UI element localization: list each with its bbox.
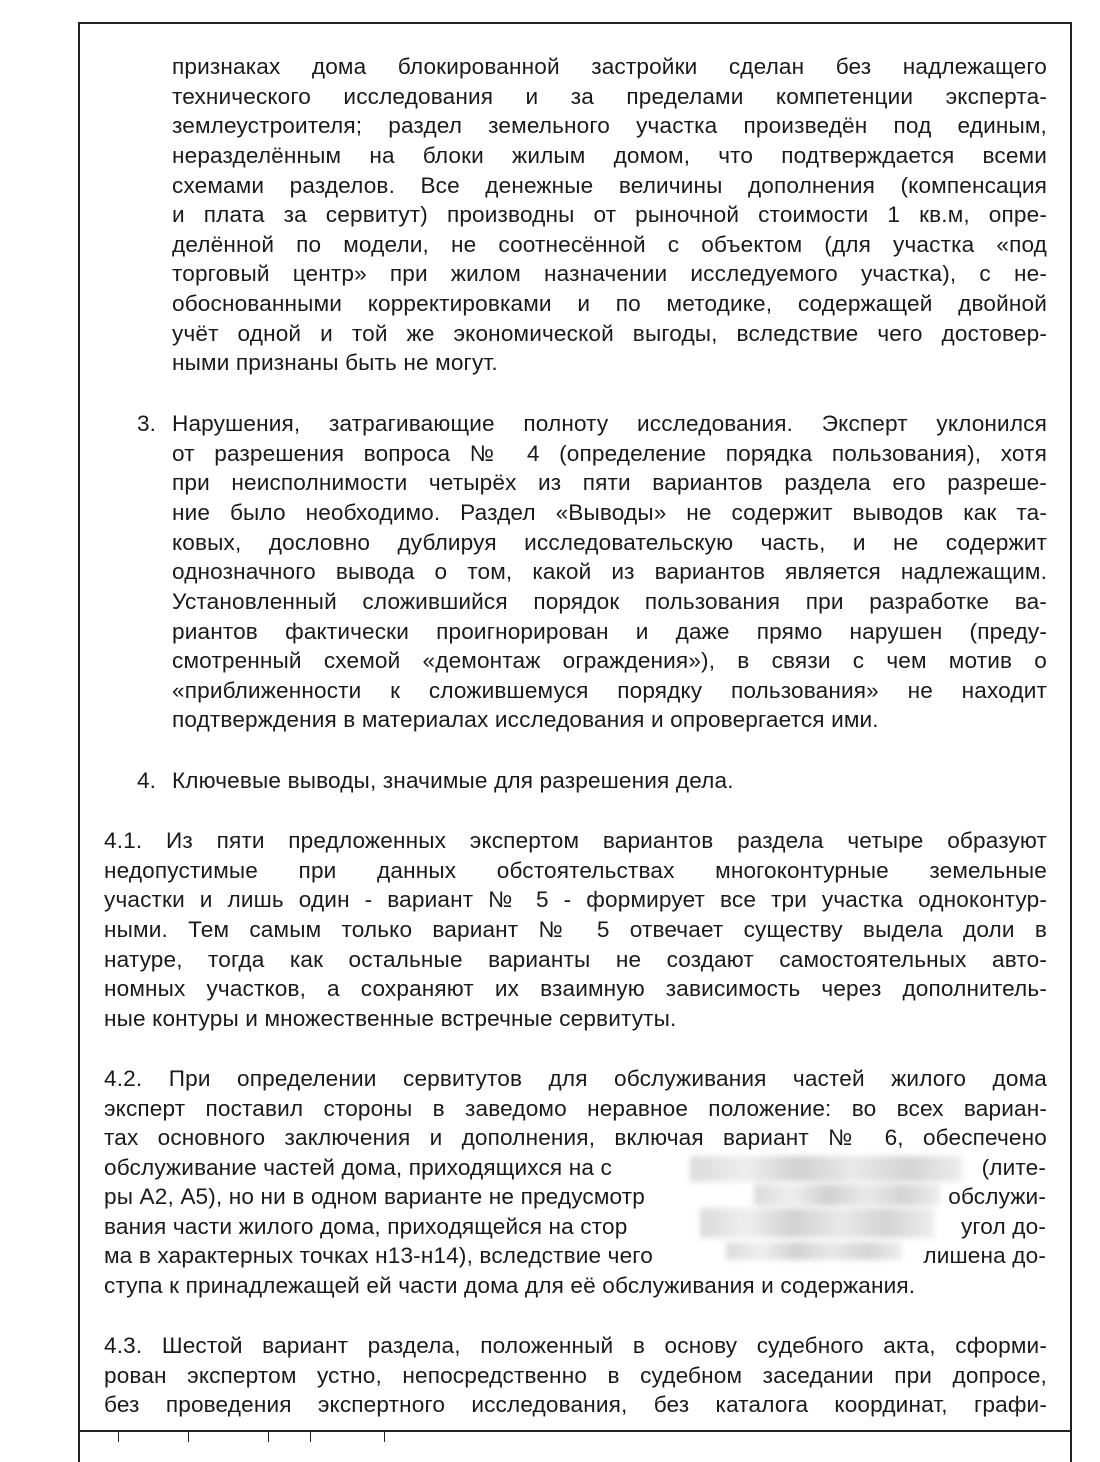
text-line: схемами разделов. Все денежные величины дополнения (компенсация — [172, 173, 1047, 198]
text-line: торговый центр» при жилом назначении исследуемого участка), с не- — [172, 261, 1047, 286]
text-line: от разрешения вопроса № 4 (определение порядка пользования), хотя — [172, 441, 1047, 466]
text-line-left: ры А2, А5), но ни в одном варианте не предусмотр — [104, 1184, 645, 1209]
text-line: эксперт поставил стороны в заведомо неравное положение: во всех вариан- — [104, 1096, 1047, 1121]
redaction-blur — [726, 1242, 902, 1260]
text-line: делённой по модели, не соотнесённой с объектом (для участка «под — [172, 232, 1047, 257]
text-line: технического исследования и за пределами компетенции эксперта- — [172, 84, 1047, 109]
title-block-divider — [118, 1432, 119, 1442]
text-line: 4.2. При определении сервитутов для обслуживания частей жилого дома — [104, 1066, 1047, 1091]
redaction-blur — [754, 1184, 940, 1206]
text-line: ные контуры и множественные встречные сервитуты. — [104, 1006, 677, 1031]
text-line: неразделённым на блоки жилым домом, что подтверждается всеми — [172, 143, 1047, 168]
redaction-blur — [700, 1208, 934, 1238]
text-line-left: ма в характерных точках н13-н14), вследствие чего — [104, 1243, 653, 1268]
text-line: ковых, дословно дублируя исследовательскую часть, и не содержит — [172, 530, 1047, 555]
text-line-left: вания части жилого дома, приходящейся на стор — [104, 1214, 628, 1239]
text-line: подтверждения в материалах исследования и опровергается ими. — [172, 707, 879, 732]
text-line: обоснованными корректировками и по методике, содержащей двойной — [172, 291, 1047, 316]
text-line: учёт одной и той же экономической выгоды, вследствие чего достовер- — [172, 321, 1047, 346]
redaction-blur — [690, 1156, 962, 1182]
text-line: однозначного вывода о том, какой из вариантов является надлежащим. — [172, 559, 1047, 584]
text-line: ние было необходимо. Раздел «Выводы» не содержит выводов как та- — [172, 500, 1047, 525]
title-block-strip — [78, 1430, 1072, 1442]
text-line: ступа к принадлежащей ей части дома для её обслуживания и содержания. — [104, 1273, 916, 1298]
title-block-divider — [384, 1432, 385, 1442]
text-line: Установленный сложившийся порядок пользования при разработке ва- — [172, 589, 1047, 614]
text-line: натуре, тогда как остальные варианты не создают самостоятельных авто- — [104, 947, 1047, 972]
text-line: при неисполнимости четырёх из пяти вариантов раздела его разреше- — [172, 470, 1047, 495]
text-line: признаках дома блокированной застройки сделан без надлежащего — [172, 54, 1047, 79]
title-block-divider — [188, 1432, 189, 1442]
text-line: 4.1. Из пяти предложенных экспертом вариантов раздела четыре образуют — [104, 828, 1047, 853]
text-line: 4.3. Шестой вариант раздела, положенный в основу судебного акта, сформи- — [104, 1333, 1047, 1358]
text-line-left: обслуживание частей дома, приходящихся на с — [104, 1155, 612, 1180]
text-line: землеустроителя; раздел земельного участка произведён под единым, — [172, 113, 1047, 138]
text-line: недопустимые при данных обстоятельствах многоконтурные земельные — [104, 858, 1047, 883]
text-line: риантов фактически проигнорирован и даже прямо нарушен (преду- — [172, 619, 1047, 644]
text-line-right: обслужи- — [948, 1184, 1046, 1209]
text-line: «приближенности к сложившемуся порядку пользования» не находит — [172, 678, 1047, 703]
text-line: номных участков, а сохраняют их взаимную зависимость через дополнитель- — [104, 976, 1047, 1001]
text-line: Нарушения, затрагивающие полноту исследования. Эксперт уклонился — [172, 411, 1047, 436]
text-line: ными. Тем самым только вариант № 5 отвечает существу выдела доли в — [104, 917, 1047, 942]
text-line: и плата за сервитут) производны от рыночной стоимости 1 кв.м, опре- — [172, 202, 1047, 227]
text-line: ными признаны быть не могут. — [172, 350, 498, 375]
text-line-right: угол до- — [960, 1214, 1046, 1239]
text-line: участки и лишь один - вариант № 5 - формирует все три участка одноконтур- — [104, 887, 1047, 912]
text-line: тах основного заключения и дополнения, включая вариант № 6, обеспечено — [104, 1125, 1047, 1150]
title-block-divider — [310, 1432, 311, 1442]
text-line: рован экспертом устно, непосредственно в судебном заседании при допросе, — [104, 1363, 1047, 1388]
list-number: 4. — [137, 768, 156, 793]
list-number: 3. — [137, 411, 156, 436]
text-line: смотренный схемой «демонтаж ограждения»), в связи с чем мотив о — [172, 648, 1047, 673]
text-line-right: лишена до- — [923, 1243, 1046, 1268]
text-line-right: (лите- — [981, 1155, 1046, 1180]
text-line: без проведения экспертного исследования, без каталога координат, графи- — [104, 1392, 1047, 1417]
title-block-divider — [268, 1432, 269, 1442]
section-heading: Ключевые выводы, значимые для разрешения дела. — [172, 768, 734, 793]
